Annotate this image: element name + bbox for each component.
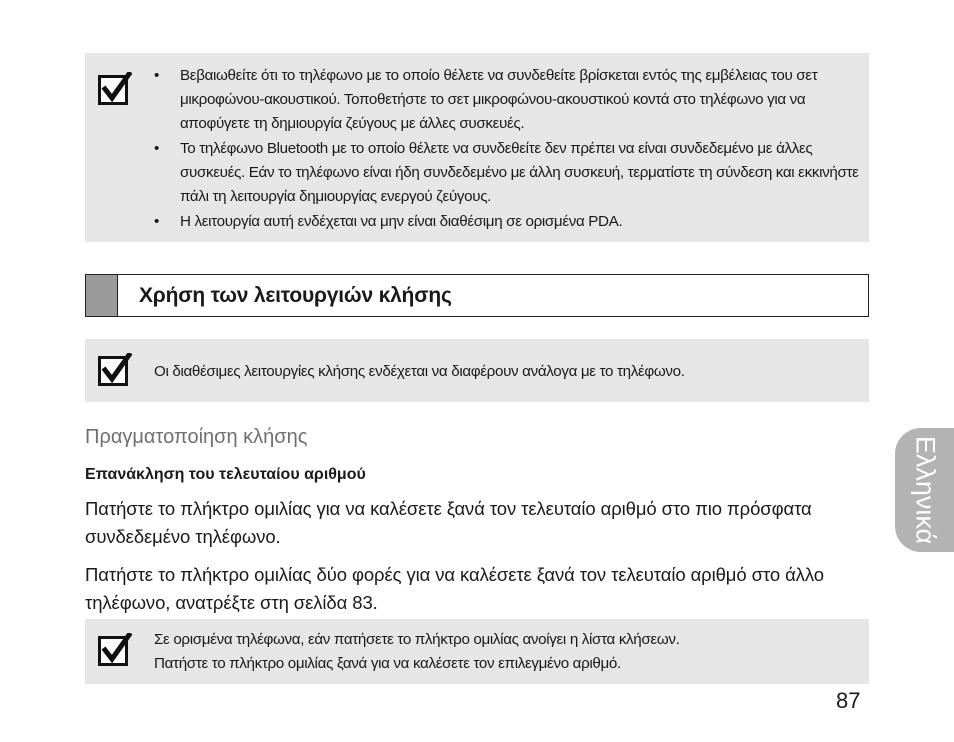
note-text: Οι διαθέσιμες λειτουργίες κλήσης ενδέχεται να διαφέρουν ανάλογα με το τηλέφωνο. xyxy=(154,363,685,380)
checkbox-check-icon xyxy=(98,353,132,387)
section-header-bar xyxy=(86,275,118,316)
language-tab-label: Ελληνικά xyxy=(910,435,940,545)
bullet-item: • Η λειτουργία αυτή ενδέχεται να μην είναι διαθέσιμη σε ορισμένα PDA. xyxy=(154,210,859,234)
bullet-list xyxy=(154,64,859,234)
paragraph: Πατήστε το πλήκτρο ομιλίας δύο φορές για να καλέσετε ξανά τον τελευταίο αριθμό στο άλλο τηλέφωνο, ανατρέξτε στη σελίδα 83. xyxy=(85,564,824,613)
note-box-call-list xyxy=(85,619,869,684)
checkbox-check-icon xyxy=(98,633,132,667)
note-text xyxy=(154,64,859,234)
note-text xyxy=(154,628,859,676)
note-line: Σε ορισμένα τηλέφωνα, εάν πατήσετε το πλήκτρο ομιλίας ανοίγει η λίστα κλήσεων. xyxy=(154,631,680,648)
note-line: Πατήστε το πλήκτρο ομιλίας ξανά για να καλέσετε τον επιλεγμένο αριθμό. xyxy=(154,655,621,672)
language-tab xyxy=(895,428,954,552)
bullet-item: • Το τηλέφωνο Bluetooth με το οποίο θέλετε να συνδεθείτε δεν πρέπει να είναι συνδεδεμένο με άλλες συσκευές. Εάν το τηλέφωνο είναι ήδη συνδεδεμένο με άλλη συσκευή, τερματίστε τη σύνδεση και εκκινήστε πάλι τη λειτουργία δημιουργίας ενεργού ζεύγους. xyxy=(154,137,859,209)
checkbox-check-icon xyxy=(98,72,132,106)
note-box-functions xyxy=(85,339,869,402)
section-title: Χρήση των λειτουργιών κλήσης xyxy=(139,284,452,307)
bullet-item: • Βεβαιωθείτε ότι το τηλέφωνο με το οποίο θέλετε να συνδεθείτε βρίσκεται εντός της εμβέλειας του σετ μικροφώνου-ακουστικού. Τοποθετήστε το σετ μικροφώνου-ακουστικού κοντά στο τηλέφωνο για να αποφύγετε τη δημιουργία ζεύγους με άλλες συσκευές. xyxy=(154,64,859,136)
subsubheading: Επανάκληση του τελευταίου αριθμού xyxy=(85,466,366,483)
section-header xyxy=(85,274,869,317)
note-box-pairing xyxy=(85,53,869,242)
subheading: Πραγματοποίηση κλήσης xyxy=(85,426,308,448)
paragraph: Πατήστε το πλήκτρο ομιλίας για να καλέσετε ξανά τον τελευταίο αριθμό στο πιο πρόσφατα συνδεδεμένο τηλέφωνο. xyxy=(85,498,812,547)
page-number: 87 xyxy=(836,688,861,713)
